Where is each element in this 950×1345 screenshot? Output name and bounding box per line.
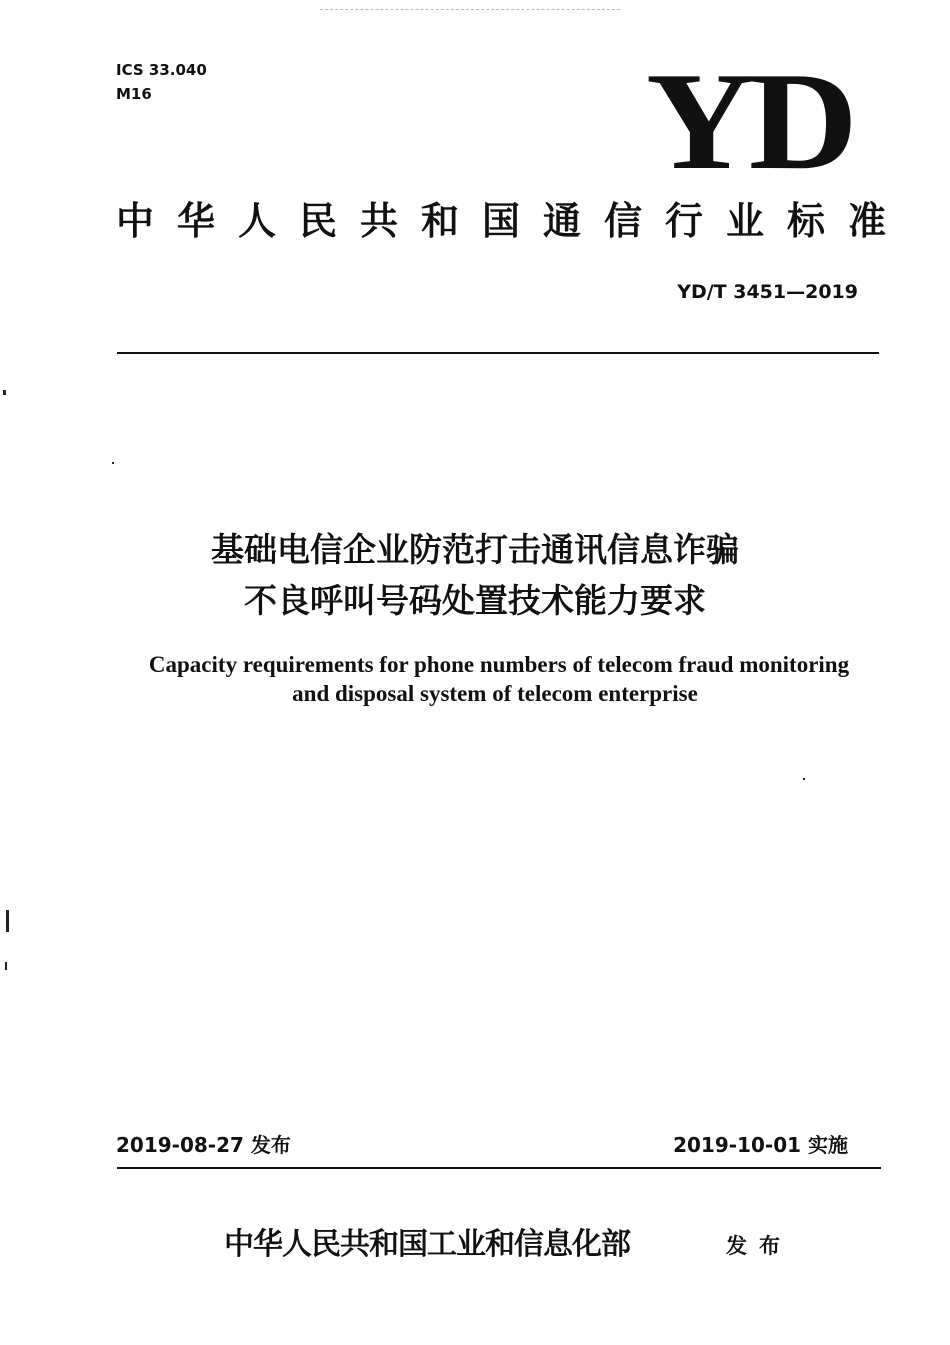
ics-code: ICS 33.040 — [116, 61, 207, 79]
title-cn-line-2: 不良呼叫号码处置技术能力要求 — [244, 581, 706, 620]
issue-date: 2019-08-27 发布 — [116, 1133, 291, 1157]
title-cn-line-1: 基础电信企业防范打击通讯信息诈骗 — [211, 530, 739, 569]
industry-standard-title: 中华人民共和国通信行业标准 — [116, 199, 910, 243]
title-en-line-1: Capacity requirements for phone numbers of telecom fraud monitoring — [148, 652, 850, 677]
scan-artifact-mark — [112, 462, 114, 464]
yd-logo: YD — [646, 44, 852, 199]
scan-artifact-mark — [5, 962, 7, 970]
ccs-code: M16 — [116, 85, 152, 103]
classification-codes — [116, 58, 207, 106]
scan-artifact-mark — [803, 778, 805, 780]
scan-artifact-mark — [6, 910, 9, 932]
title-en-line-2: and disposal system of telecom enterprise — [292, 681, 698, 706]
issuing-authority: 中华人民共和国工业和信息化部 — [224, 1227, 630, 1262]
footer-divider — [117, 1167, 881, 1169]
effective-date: 2019-10-01 实施 — [673, 1133, 848, 1157]
scan-artifact-top-line — [320, 9, 620, 10]
issuer-action: 发布 — [726, 1234, 792, 1258]
scan-artifact-mark — [3, 390, 6, 395]
standard-number: YD/T 3451—2019 — [677, 281, 858, 303]
header-divider — [117, 352, 879, 354]
